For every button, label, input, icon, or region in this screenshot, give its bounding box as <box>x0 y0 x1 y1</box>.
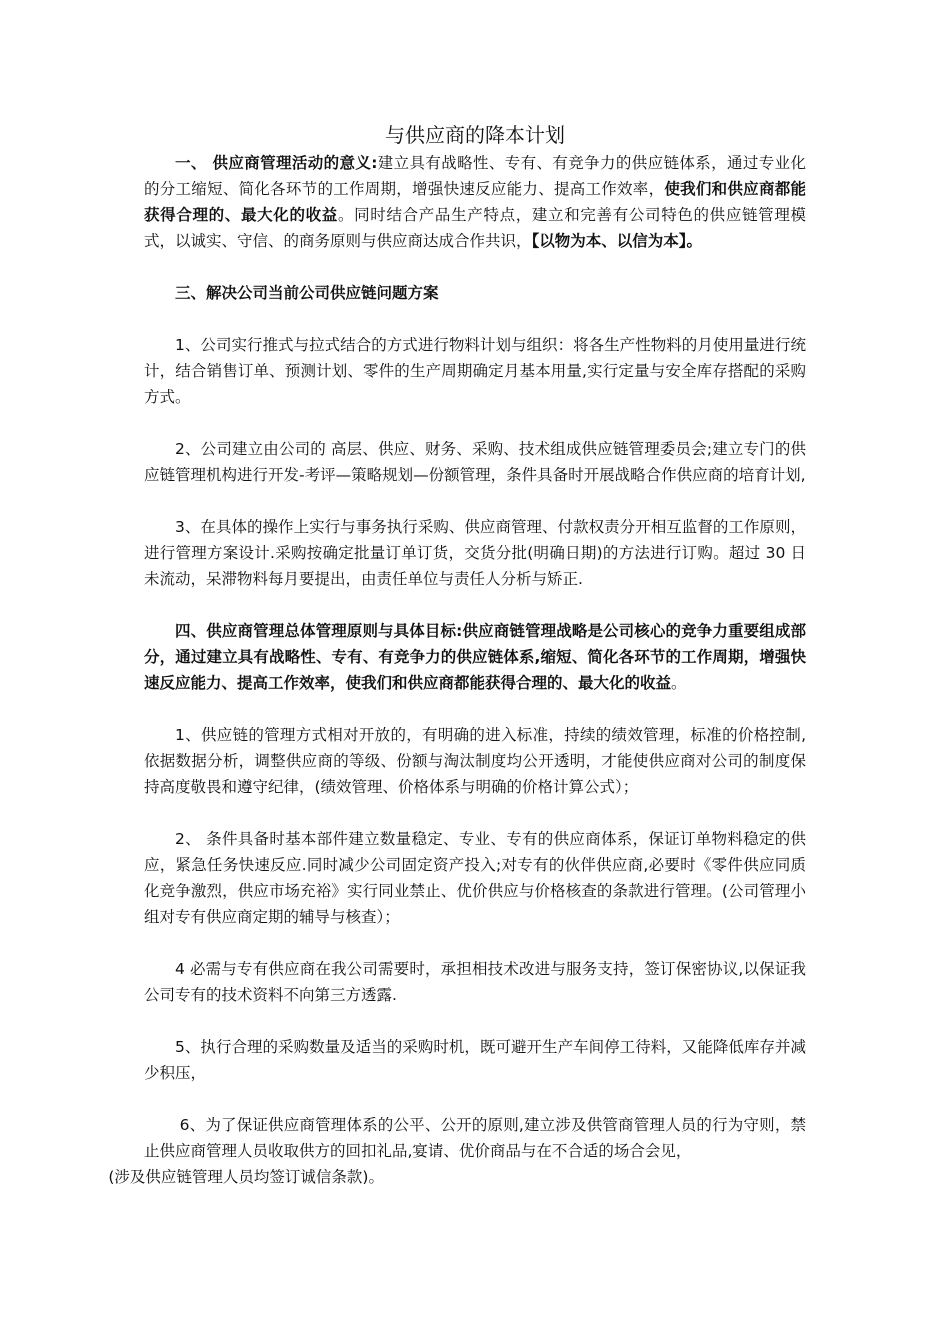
section1-text-b: 。同时结合产品生产特点，建立和完善有公司特色的供应链管理模式，以诚实、守信、的商务原则与供应商达成合作共识， <box>144 206 806 250</box>
document-title: 与供应商的降本计划 <box>385 123 565 147</box>
section4-item-6-line2: (涉及供应链管理人员均签订诚信条款)。 <box>108 1168 384 1186</box>
section1-bold-a: 使我们和供应商都能获得合理的、最大化的收益 <box>144 180 806 224</box>
section4-item-5: 5、执行合理的采购数量及适当的采购时机，既可避开生产车间停工待料，又能降低库存并减少积压， <box>144 1038 806 1082</box>
section4-item-4: 4 必需与专有供应商在我公司需要时，承担相技术改进与服务支持，签订保密协议,以保证我公司专有的技术资料不向第三方透露. <box>144 960 806 1004</box>
section3-item-1: 1、公司实行推式与拉式结合的方式进行物料计划与组织：将各生产性物料的月使用量进行统计，结合销售订单、预测计划、零件的生产周期确定月基本用量,实行定量与安全库存搭配的采购方式。 <box>144 336 806 406</box>
section1-text-a: 建立具有战略性、专有、有竞争力的供应链体系，通过专业化的分工缩短、简化各环节的工作周期，增强快速反应能力、提高工作效率， <box>144 154 806 198</box>
section4-heading-tail: 。 <box>671 674 687 692</box>
section1-paragraph <box>144 150 806 254</box>
section4-item-2: 2、 条件具备时基本部件建立数量稳定、专业、专有的供应商体系，保证订单物料稳定的供应，紧急任务快速反应.同时减少公司固定资产投入;对专有的伙伴供应商,必要时《零件供应同质化竞争激烈，供应市场充裕》实行同业禁止、优价供应与价格核查的条款进行管理。(公司管理小组对专有供应商定期的辅导与核查）； <box>144 830 806 926</box>
section4-item-6 <box>108 1112 806 1190</box>
section4-item-6-line1: 6、为了保证供应商管理体系的公平、公开的原则,建立涉及供管商管理人员的行为守则，禁止供应商管理人员收取供方的回扣礼品,宴请、优价商品与在不合适的场合会见， <box>144 1116 806 1160</box>
section3-item-2: 2、公司建立由公司的 高层、供应、财务、采购、技术组成供应链管理委员会;建立专门的供应链管理机构进行开发-考评—策略规划—份额管理，条件具备时开展战略合作供应商的培育计划, <box>144 440 806 484</box>
section4-heading <box>144 618 806 696</box>
section4-item-1: 1、供应链的管理方式相对开放的，有明确的进入标准，持续的绩效管理，标准的价格控制,依据数据分析，调整供应商的等级、份额与淘汰制度均公开透明，才能使供应商对公司的制度保持高度敬畏和遵守纪律，(绩效管理、价格体系与明确的价格计算公式）； <box>144 726 806 796</box>
section4-heading-bold: 四、供应商管理总体管理原则与具体目标:供应商链管理战略是公司核心的竞争力重要组成部分，通过建立具有战略性、专有、有竞争力的供应链体系,缩短、简化各环节的工作周期，增强快速反应能力、提高工作效率，使我们和供应商都能获得合理的、最大化的收益 <box>144 622 806 692</box>
document-body <box>108 120 806 1190</box>
section1-bold-b: 【以物为本、以信为本】。 <box>531 232 703 250</box>
section1-label: 一、 供应商管理活动的意义: <box>175 154 378 172</box>
section3-heading: 三、解决公司当前公司供应链问题方案 <box>175 284 439 302</box>
section3-item-3: 3、在具体的操作上实行与事务执行采购、供应商管理、付款权责分开相互监督的工作原则，进行管理方案设计.采购按确定批量订单订货，交货分批(明确日期)的方法进行订购。超过 30 日未流动，呆滞物料每月要提出，由责任单位与责任人分析与矫正. <box>144 518 806 588</box>
